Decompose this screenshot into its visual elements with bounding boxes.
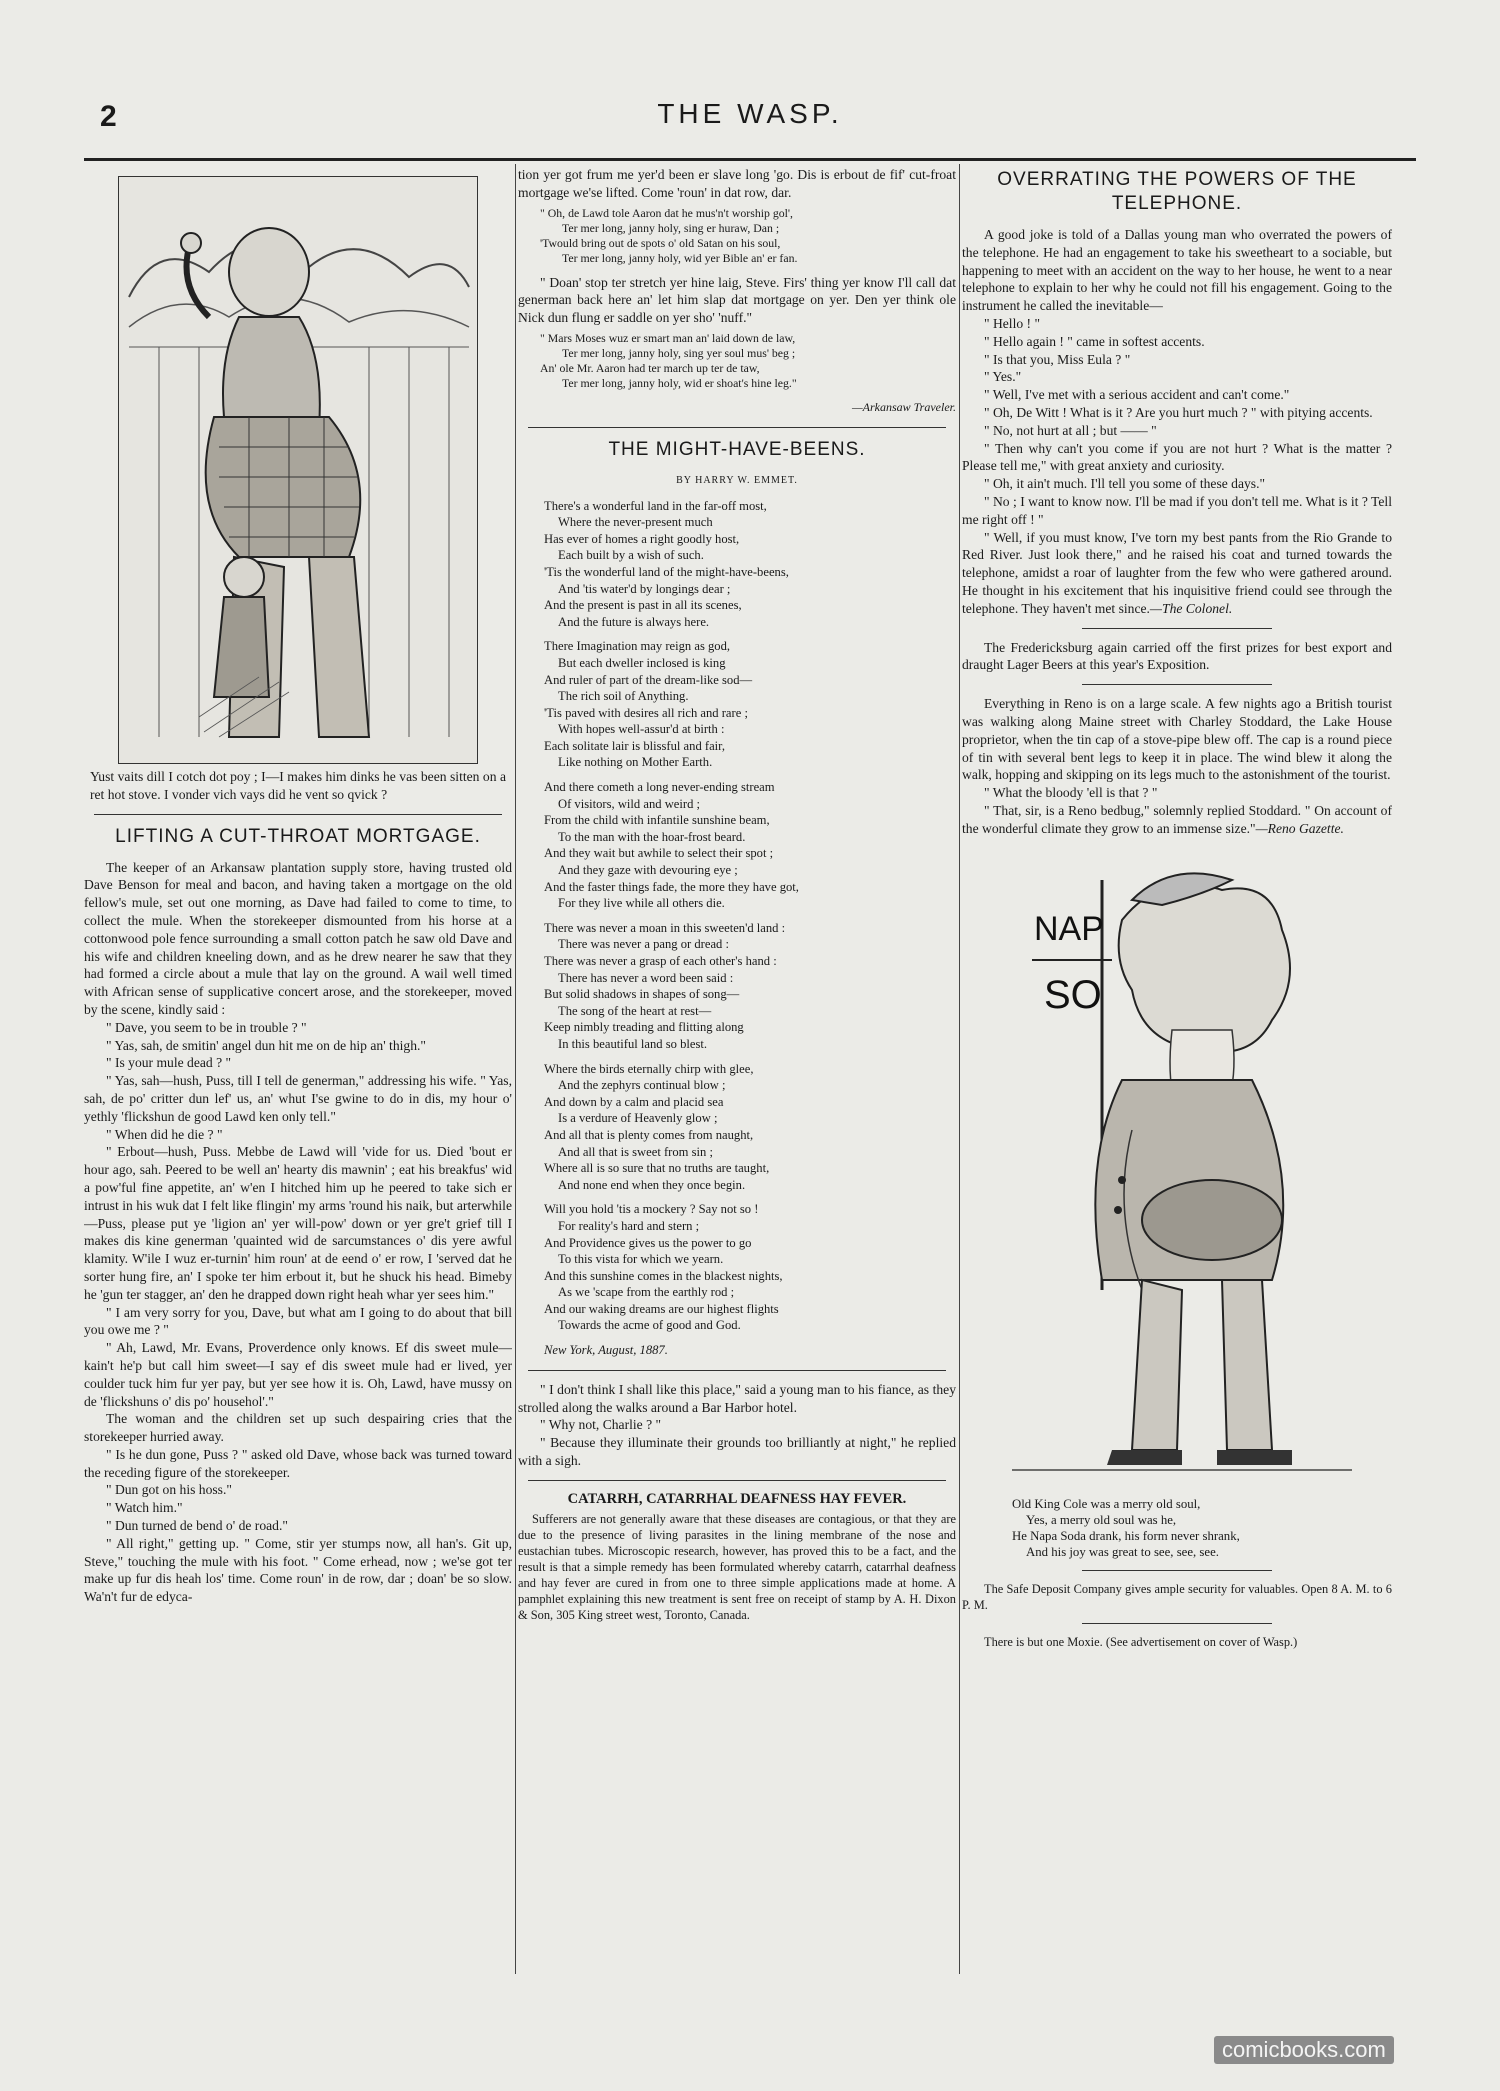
poem-line: And the faster things fade, the more they have got, bbox=[544, 879, 799, 894]
poem-line: And our waking dreams are our highest flights bbox=[544, 1301, 779, 1316]
poem-line: There's a wonderful land in the far-off most, bbox=[544, 498, 767, 513]
poem-line: For they live while all others die. bbox=[558, 896, 725, 911]
column-one bbox=[84, 166, 512, 1976]
section-rule bbox=[528, 1370, 946, 1371]
section-rule bbox=[528, 427, 946, 428]
poem-line: Will you hold 'tis a mockery ? Say not so ! bbox=[544, 1202, 759, 1217]
poem-line: And they gaze with devouring eye ; bbox=[558, 863, 738, 878]
mortgage-paragraph: " Watch him." bbox=[106, 1500, 183, 1516]
poem-line: As we 'scape from the earthly rod ; bbox=[558, 1285, 735, 1300]
poem-dateline: New York, August, 1887. bbox=[544, 1343, 668, 1358]
poem-line: Keep nimbly treading and flitting along bbox=[544, 1020, 744, 1035]
poem-line: From the child with infantile sunshine beam, bbox=[544, 813, 770, 828]
poem-line: Has ever of homes a right goodly host, bbox=[544, 531, 740, 546]
poem-line: Where the never-present much bbox=[558, 515, 713, 530]
poem-line: And the zephyrs continual blow ; bbox=[558, 1078, 726, 1093]
poem-line: And down by a calm and placid sea bbox=[544, 1094, 724, 1109]
verse-line: Ter mer long, janny holy, sing yer soul mus' beg ; bbox=[562, 345, 796, 360]
poem-stanza bbox=[544, 498, 956, 631]
section-rule bbox=[1082, 684, 1272, 685]
poem-line: 'Tis the wonderful land of the might-have-beens, bbox=[544, 564, 789, 579]
poem-byline: BY HARRY W. EMMET. bbox=[676, 474, 798, 486]
verse-line: An' ole Mr. Aaron had ter march up ter de taw, bbox=[540, 360, 760, 375]
poem-line: But each dweller inclosed is king bbox=[558, 655, 726, 670]
telephone-paragraph: " No, not hurt at all ; but —— " bbox=[984, 422, 1157, 438]
poem-stanza bbox=[544, 1201, 956, 1334]
telephone-paragraph: A good joke is told of a Dallas young man who overrated the powers of the telephone. He had an engagement to take his sweetheart to a sociable, but happening to meet with an accident on the way to her house, he went to a near telephone to explain to her why he could not fill his engagement. Going to the instrument he called the inevitable— bbox=[962, 227, 1392, 314]
telephone-paragraph: " Well, I've met with a serious accident and can't come." bbox=[984, 387, 1290, 403]
poem-line: 'Tis paved with desires all rich and rare ; bbox=[544, 705, 748, 720]
poem-line: And they wait but awhile to select their spot ; bbox=[544, 846, 774, 861]
poem-line: There was never a pang or dread : bbox=[558, 937, 729, 952]
telephone-paragraph: " Hello ! " bbox=[984, 315, 1041, 331]
poem-line: With hopes well-assur'd at birth : bbox=[558, 722, 725, 737]
telephone-paragraph: " Yes." bbox=[984, 369, 1022, 385]
mortgage-paragraph: " Erbout—hush, Puss. Mebbe de Lawd will 'vide for us. Died 'bout er hour ago, sah. Peered to be well an' hearty dis mawnin' ; eat his breakfus' wid a pow'ful fine appetite, an' w'en I hitched him up he peered to take sich er intrust in his wuk dat I felt like flingin' my arms 'round his naik, but arterwhile—Puss, please put ye 'ligion an' yer will-pow' down or yer gre't grief till I makes dis kine generman 'quainted wid de sarcumstances o' dis yere awful klamity. W'ile I wuz er-turnin' him roun' at de eend o' er row, I 'served dat he sorter hung fire, an' I spoke ter him erbout it, but he shuck his head. Bimeby he 'gun ter stagger, an' den he drapped down right heah whar yer sees him." bbox=[84, 1144, 512, 1302]
poem-stanza bbox=[544, 1061, 956, 1194]
mortgage-continuation: tion yer got frum me yer'd been er slave long 'go. Dis is erbout de fif' cut-froat mortgage we'se lifted. Come 'roun' in dat row, dar. bbox=[518, 167, 956, 200]
telephone-headline: OVERRATING THE POWERS OF THE TELEPHONE. bbox=[997, 169, 1357, 214]
poem-body bbox=[518, 498, 956, 1335]
mortgage-paragraph: " Yas, sah, de smitin' angel dun hit me on de hip an' thigh." bbox=[106, 1037, 426, 1053]
source-credit: —Reno Gazette. bbox=[1255, 820, 1344, 836]
mortgage-paragraph: The woman and the children set up such despairing cries that the storekeeper hurried away. bbox=[84, 1411, 512, 1445]
poem-line: To this vista for which we yearn. bbox=[558, 1252, 724, 1267]
poem-stanza bbox=[544, 920, 956, 1053]
bar-harbor-paragraph: " Because they illuminate their grounds too brilliantly at night," he replied with a sigh. bbox=[518, 1435, 956, 1469]
poem-line: And 'tis water'd by longings dear ; bbox=[558, 581, 731, 596]
poem-line: Each solitate lair is blissful and fair, bbox=[544, 738, 726, 753]
telephone-paragraph: " Hello again ! " came in softest accents. bbox=[984, 333, 1205, 349]
reno-paragraph bbox=[962, 802, 1392, 838]
verse-line: " Oh, de Lawd tole Aaron dat he mus'n't worship gol', bbox=[540, 205, 793, 220]
fredericksburg-notice: The Fredericksburg again carried off the first prizes for best export and draught Lager Beers at this year's Exposition. bbox=[962, 639, 1392, 673]
poem-line: But solid shadows in shapes of song— bbox=[544, 987, 740, 1002]
mortgage-headline: LIFTING A CUT-THROAT MORTGAGE. bbox=[115, 825, 481, 847]
masthead-title: THE WASP. bbox=[657, 98, 843, 129]
section-rule bbox=[1082, 1623, 1272, 1624]
verse-line: Old King Cole was a merry old soul, bbox=[1012, 1496, 1201, 1511]
mortgage-paragraph: " Dun turned de bend o' de road." bbox=[106, 1518, 288, 1534]
mortgage-paragraph: " When did he die ? " bbox=[106, 1126, 223, 1142]
mortgage-paragraph: " Yas, sah—hush, Puss, till I tell de generman," addressing his wife. " Yas, sah, de po' critter dun lef' us, an' whut I'se gwine to do in dis, my hour o' yethly 'flickshun de good Lawd ken only tell." bbox=[84, 1073, 512, 1124]
mortgage-paragraph: " Dave, you seem to be in trouble ? " bbox=[106, 1019, 307, 1035]
page-number: 2 bbox=[100, 100, 117, 133]
poem-line: And there cometh a long never-ending stream bbox=[544, 780, 775, 795]
king-cole-verse bbox=[1012, 1496, 1392, 1560]
poem-line: And all that is sweet from sin ; bbox=[558, 1144, 713, 1159]
verse-line: Ter mer long, janny holy, sing er huraw, Dan ; bbox=[562, 220, 780, 235]
poem-line: Is a verdure of Heavenly glow ; bbox=[558, 1111, 718, 1126]
telephone-paragraph: " Then why can't you come if you are not hurt ? What is the matter ? Please tell me," with great anxiety and curiosity. bbox=[962, 440, 1392, 474]
header-rule bbox=[84, 158, 1416, 161]
verse-line: 'Twould bring out de spots o' old Satan on his soul, bbox=[540, 235, 781, 250]
mortgage-paragraph: " Dun got on his hoss." bbox=[106, 1482, 232, 1498]
reno-paragraph: " What the bloody 'ell is that ? " bbox=[984, 785, 1158, 801]
poem-line: In this beautiful land so blest. bbox=[558, 1036, 708, 1051]
king-cole-illustration bbox=[972, 860, 1382, 1490]
mortgage-paragraph: " All right," getting up. " Come, stir yer stumps now, all han's. Git up, Steve," touching the mule with his foot. " Come erhead, now ; we'se got ter make up fur dis heah los' time. Come roun' in de row, dar ; doan' be so slow. Wa'n't fur de edyca- bbox=[84, 1535, 512, 1605]
reno-paragraph-text: " That, sir, is a Reno bedbug," solemnly replied Stoddard. " On account of the wonderful climate they grow to an immense size." bbox=[962, 802, 1392, 836]
sign-text-bottom: SO bbox=[1044, 972, 1102, 1017]
mortgage-paragraph: " I am very sorry for you, Dave, but what am I going to do about that bill you owe me ? " bbox=[84, 1304, 512, 1338]
verse-line: He Napa Soda drank, his form never shrank, bbox=[1012, 1528, 1240, 1543]
poem-line: Where all is so sure that no truths are taught, bbox=[544, 1161, 770, 1176]
verse-line: Yes, a merry old soul was he, bbox=[1026, 1512, 1177, 1527]
dialect-verse bbox=[540, 206, 956, 266]
poem-line: Like nothing on Mother Earth. bbox=[558, 755, 713, 770]
telephone-paragraph: " Oh, De Witt ! What is it ? Are you hurt much ? " with pitying accents. bbox=[984, 404, 1373, 420]
verse-line: And his joy was great to see, see, see. bbox=[1026, 1544, 1219, 1559]
poem-title: THE MIGHT-HAVE-BEENS. bbox=[608, 438, 866, 460]
telephone-paragraph-text: " Well, if you must know, I've torn my best pants from the Rio Grande to Red River. Just look there," and he raised his coat and turned towards the telephone, amidst a roar of laughter from the few who were gathered around. He thought in his excitement that his inquisitive friend could see through the telephone. They haven't met since. bbox=[962, 529, 1392, 616]
moxie-notice: There is but one Moxie. (See advertisement on cover of Wasp.) bbox=[984, 1634, 1298, 1649]
column-two bbox=[518, 166, 956, 1976]
telephone-paragraph bbox=[962, 529, 1392, 618]
source-credit: —The Colonel. bbox=[1149, 600, 1233, 616]
bar-harbor-paragraph: " I don't think I shall like this place," said a young man to his fiance, as they strolled along the walks around a Bar Harbor hotel. bbox=[518, 1381, 956, 1415]
mortgage-paragraph: " Ah, Lawd, Mr. Evans, Proverdence only knows. Ef dis sweet mule—kain't he'p but call him sweet—I say ef dis sweet mule had er lived, yer coulder tuck him fur yer pay, but yer see how it is. Oh, Lawd, have mussy on de 'flickshuns o' dis po' househol'." bbox=[84, 1340, 512, 1409]
reno-paragraph: Everything in Reno is on a large scale. A few nights ago a British tourist was walking along Maine street with Charley Stoddard, the Lake House proprietor, when the tin cap of a stove-pipe blew off. The cap is a round piece of tin with several bent legs to keep it in place. The wind blew it along the walk, hopping and skipping on its legs much to the astonishment of the tourist. bbox=[962, 696, 1392, 783]
poem-line: There Imagination may reign as god, bbox=[544, 639, 731, 654]
poem-line: And the future is always here. bbox=[558, 614, 710, 629]
poem-line: Of visitors, wild and weird ; bbox=[558, 796, 701, 811]
poem-line: Towards the acme of good and God. bbox=[558, 1318, 741, 1333]
section-rule bbox=[1082, 1570, 1272, 1571]
poem-stanza bbox=[544, 779, 956, 912]
mortgage-paragraph: " Doan' stop ter stretch yer hine laig, Steve. Firs' thing yer know I'll call dat generman back here an' let him slap dat mortgage on yer. Den yer think ole Nick dun flung er saddle on yer sho' 'nuff." bbox=[518, 274, 956, 326]
poem-line: And Providence gives us the power to go bbox=[544, 1235, 752, 1250]
column-divider bbox=[515, 164, 516, 1974]
poem-line: To the man with the hoar-frost beard. bbox=[558, 829, 746, 844]
mortgage-paragraph: " Is your mule dead ? " bbox=[106, 1055, 232, 1071]
watermark: comicbooks.com bbox=[1214, 2036, 1394, 2064]
mortgage-paragraph: " Is he dun gone, Puss ? " asked old Dave, whose back was turned toward the receding figure of the storekeeper. bbox=[84, 1446, 512, 1480]
bar-harbor-paragraph: " Why not, Charlie ? " bbox=[540, 1417, 662, 1433]
telephone-paragraph: " No ; I want to know now. I'll be mad if you don't tell me. What is it ? Tell me right off ! " bbox=[962, 493, 1392, 527]
telephone-paragraph: " Oh, it ain't much. I'll tell you some of these days." bbox=[984, 476, 1266, 492]
poem-line: There has never a word been said : bbox=[558, 970, 734, 985]
poem-line: And the present is past in all its scenes, bbox=[544, 598, 742, 613]
poem-line: And none end when they once begin. bbox=[558, 1177, 746, 1192]
poem-line: Where the birds eternally chirp with glee, bbox=[544, 1061, 754, 1076]
poem-line: And all that is plenty comes from naught, bbox=[544, 1127, 754, 1142]
sign-text-top: NAP bbox=[1034, 909, 1104, 948]
source-credit: —Arkansaw Traveler. bbox=[851, 399, 956, 414]
poem-line: And this sunshine comes in the blackest nights, bbox=[544, 1268, 783, 1283]
verse-line: Ter mer long, janny holy, wid er shoat's hine leg." bbox=[562, 375, 797, 390]
verse-line: Ter mer long, janny holy, wid yer Bible an' er fan. bbox=[562, 250, 798, 265]
section-rule bbox=[1082, 628, 1272, 629]
safe-deposit-notice: The Safe Deposit Company gives ample security for valuables. Open 8 A. M. to 6 P. M. bbox=[962, 1581, 1392, 1612]
cartoon-illustration bbox=[118, 176, 478, 764]
poem-line: And ruler of part of the dream-like sod— bbox=[544, 672, 753, 687]
poem-line: The rich soil of Anything. bbox=[558, 689, 689, 704]
verse-line: " Mars Moses wuz er smart man an' laid down de law, bbox=[540, 330, 796, 345]
poem-line: For reality's hard and stern ; bbox=[558, 1218, 700, 1233]
mortgage-paragraph: The keeper of an Arkansaw plantation supply store, having trusted old Dave Benson for meal and bacon, and having taken a mortgage on the old fellow's mule, set out one morning, as Dave had failed to come to time, to collect the mule. When the storekeeper dismounted from his horse at a cottonwood pole fence surrounding a small cotton patch he saw old Dave and his wife and children kneeling down, and as he drew nearer he saw that they had formed a circle about a mule that lay on the ground. A wail well timed with African sense of supplicative concert arose, and the storekeeper, moved by the scene, kindly said : bbox=[84, 859, 512, 1017]
dialect-verse bbox=[540, 331, 956, 391]
poem-stanza bbox=[544, 638, 956, 771]
poem-line: There was never a moan in this sweeten'd land : bbox=[544, 920, 786, 935]
section-rule bbox=[528, 1480, 946, 1481]
poem-line: There was never a grasp of each other's hand : bbox=[544, 954, 777, 969]
column-three bbox=[962, 166, 1392, 1976]
section-rule bbox=[94, 814, 502, 815]
cartoon-caption: Yust vaits dill I cotch dot poy ; I—I makes him dinks he vas been sitten on a ret hot stove. I vonder vich vays did he vent so qvick ? bbox=[90, 769, 506, 802]
poem-line: The song of the heart at rest— bbox=[558, 1003, 712, 1018]
catarrh-ad-text: Sufferers are not generally aware that these diseases are contagious, or that they are due to the presence of living parasites in the lining membrane of the nose and eustachian tubes. Microscopic research, however, has proved this to be a fact, and the result is that a simple remedy has been formulated whereby catarrh, catarrhal deafness and hay fever are cured in from one to three simple applications made at home. A pamphlet explaining this new treatment is sent free on receipt of stamp by A. H. Dixon & Son, 305 King street west, Toronto, Canada. bbox=[518, 1511, 956, 1622]
telephone-paragraph: " Is that you, Miss Eula ? " bbox=[984, 351, 1131, 367]
column-divider bbox=[959, 164, 960, 1974]
catarrh-ad-title: CATARRH, CATARRHAL DEAFNESS HAY FEVER. bbox=[567, 1490, 907, 1507]
poem-line: Each built by a wish of such. bbox=[558, 548, 704, 563]
